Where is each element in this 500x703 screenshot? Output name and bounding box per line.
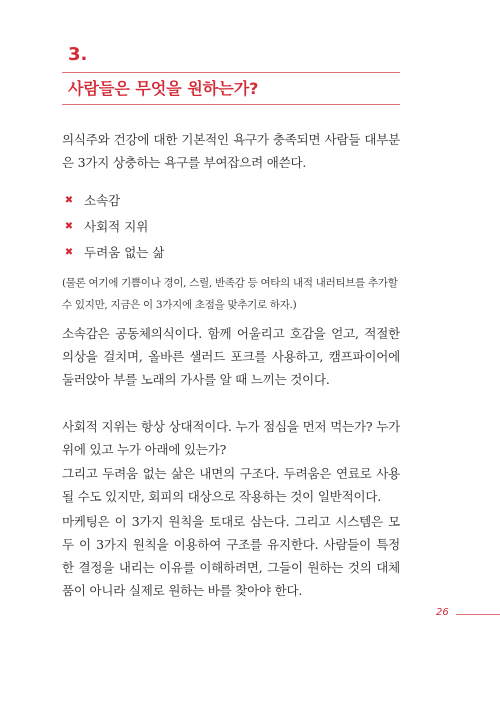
list-item-label: 사회적 지위 xyxy=(84,219,149,234)
chapter-rule-bottom xyxy=(62,104,400,105)
x-mark-icon: ✖ xyxy=(64,195,74,206)
note-paragraph: (물론 여기에 기쁨이나 경이, 스릴, 반족감 등 여타의 내적 내러티브를 추가할 수 있지만, 지금은 이 3가지에 초점을 맞추기로 하자.) xyxy=(62,277,398,311)
page-number-rule xyxy=(456,614,500,615)
list-item xyxy=(62,188,400,214)
marketing-paragraph: 마케팅은 이 3가지 원칙을 토대로 삼는다. 그리고 시스템은 모두 이 3가지 원칙을 이용하여 구조를 유지한다. 사람들이 특정한 결정을 내리는 이유를 이해하려면, 그들이 원하는 것의 대체품이 아니라 실제로 원하는 바를 찾아야 한다. xyxy=(62,514,400,598)
list-item xyxy=(62,240,400,266)
fearless-paragraph: 그리고 두려움 없는 삶은 내면의 구조다. 두려움은 연료로 사용될 수도 있지만, 회피의 대상으로 작용하는 것이 일반적이다. xyxy=(62,466,400,504)
status-paragraph: 사회적 지위는 항상 상대적이다. 누가 점심을 먼저 먹는가? 누가 위에 있고 누가 아래에 있는가? xyxy=(62,419,400,457)
belonging-paragraph: 소속감은 공동체의식이다. 함께 어울리고 호감을 얻고, 적절한 의상을 걸치며, 올바른 샐러드 포크를 사용하고, 캠프파이어에 둘러앉아 부를 노래의 가사를 알 때 느끼는 것이다. xyxy=(62,326,400,387)
needs-list xyxy=(62,188,400,266)
page-number: 26 xyxy=(436,607,449,618)
list-item-label: 두려움 없는 삶 xyxy=(84,245,165,260)
list-item-label: 소속감 xyxy=(84,193,121,208)
chapter-rule-top xyxy=(62,72,400,73)
chapter-title: 사람들은 무엇을 원하는가? xyxy=(68,79,259,98)
intro-paragraph: 의식주와 건강에 대한 기본적인 욕구가 충족되면 사람들 대부분은 3가지 상충하는 욕구를 부여잡으려 애쓴다. xyxy=(62,132,400,170)
chapter-number: 3. xyxy=(68,44,88,65)
x-mark-icon: ✖ xyxy=(64,247,74,258)
x-mark-icon: ✖ xyxy=(64,221,74,232)
list-item xyxy=(62,214,400,240)
